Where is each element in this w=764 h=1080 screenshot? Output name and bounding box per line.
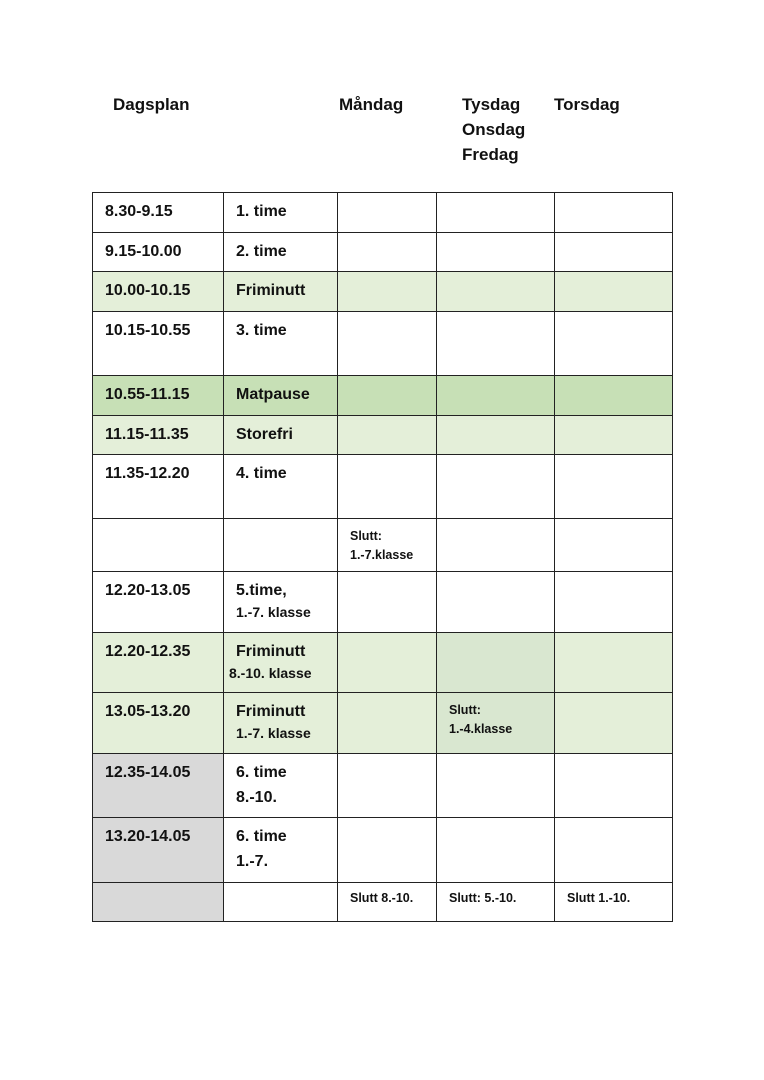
time-cell: 12.20-13.05 xyxy=(93,572,224,633)
tue-wed-fri-cell xyxy=(437,883,555,922)
end-note-label: Slutt: xyxy=(449,703,481,717)
period-cell: 6. time 8.-10. xyxy=(224,754,338,818)
time-cell: 8.30-9.15 xyxy=(93,193,224,233)
tue-wed-fri-cell xyxy=(437,754,555,818)
monday-cell xyxy=(338,416,437,455)
monday-cell xyxy=(338,519,437,572)
time-cell: 10.55-11.15 xyxy=(93,376,224,416)
tue-wed-fri-cell xyxy=(437,376,555,416)
tue-wed-fri-cell xyxy=(437,193,555,233)
period-cell: Friminutt 8.-10. klasse xyxy=(224,633,338,693)
time-cell xyxy=(93,519,224,572)
tue-wed-fri-cell xyxy=(437,519,555,572)
period-sub: 1.-7. klasse xyxy=(236,725,311,741)
thursday-cell xyxy=(555,312,673,376)
tue-wed-fri-cell xyxy=(437,572,555,633)
table-row xyxy=(93,572,673,633)
monday-cell xyxy=(338,883,437,922)
table-row xyxy=(93,818,673,883)
monday-cell xyxy=(338,233,437,272)
time-cell: 10.15-10.55 xyxy=(93,312,224,376)
period-cell: 3. time xyxy=(224,312,338,376)
period-cell: 2. time xyxy=(224,233,338,272)
monday-cell xyxy=(338,193,437,233)
monday-cell xyxy=(338,272,437,312)
period-cell: 4. time xyxy=(224,455,338,519)
period-sub: 1.-7. klasse xyxy=(236,604,311,620)
tue-wed-fri-cell xyxy=(437,693,555,754)
header-friday: Fredag xyxy=(462,145,519,164)
thursday-cell xyxy=(555,818,673,883)
table-row xyxy=(93,633,673,693)
table-row xyxy=(93,272,673,312)
end-note-classes: 1.-7.klasse xyxy=(350,548,414,562)
time-cell: 11.35-12.20 xyxy=(93,455,224,519)
table-row xyxy=(93,883,673,922)
monday-cell xyxy=(338,633,437,693)
thursday-cell xyxy=(555,455,673,519)
monday-cell xyxy=(338,376,437,416)
thursday-cell xyxy=(555,376,673,416)
tue-wed-fri-cell xyxy=(437,633,555,693)
period-cell: Matpause xyxy=(224,376,338,416)
tue-wed-fri-cell xyxy=(437,312,555,376)
time-cell: 12.35-14.05 xyxy=(93,754,224,818)
thursday-cell xyxy=(555,272,673,312)
period-cell: Friminutt xyxy=(224,272,338,312)
thursday-cell xyxy=(555,693,673,754)
thursday-cell xyxy=(555,519,673,572)
header-tuesday: Tysdag xyxy=(462,95,521,114)
end-note: Slutt: 5.-10. xyxy=(449,891,517,905)
end-note-label: Slutt: xyxy=(350,529,382,543)
table-row xyxy=(93,376,673,416)
monday-cell xyxy=(338,693,437,754)
monday-cell xyxy=(338,455,437,519)
period-sub: 1.-7. xyxy=(236,853,269,870)
period-cell xyxy=(224,883,338,922)
tue-wed-fri-cell xyxy=(437,272,555,312)
tue-wed-fri-cell xyxy=(437,818,555,883)
period-cell: 1. time xyxy=(224,193,338,233)
period-cell: 6. time 1.-7. xyxy=(224,818,338,883)
header-tue-wed-fri xyxy=(462,92,525,167)
time-cell: 9.15-10.00 xyxy=(93,233,224,272)
tue-wed-fri-cell xyxy=(437,455,555,519)
period-cell xyxy=(224,519,338,572)
table-row xyxy=(93,693,673,754)
end-note: Slutt 8.-10. xyxy=(350,891,414,905)
table-row xyxy=(93,312,673,376)
end-note-classes: 1.-4.klasse xyxy=(449,722,513,736)
monday-cell xyxy=(338,312,437,376)
thursday-cell xyxy=(555,233,673,272)
table-row xyxy=(93,416,673,455)
time-cell: 12.20-12.35 xyxy=(93,633,224,693)
tue-wed-fri-cell xyxy=(437,416,555,455)
tue-wed-fri-cell xyxy=(437,233,555,272)
table-row xyxy=(93,233,673,272)
period-cell: Friminutt 1.-7. klasse xyxy=(224,693,338,754)
monday-cell xyxy=(338,754,437,818)
time-cell: 13.20-14.05 xyxy=(93,818,224,883)
table-row xyxy=(93,455,673,519)
period-cell: 5.time, 1.-7. klasse xyxy=(224,572,338,633)
thursday-cell xyxy=(555,633,673,693)
schedule-table xyxy=(92,192,673,922)
time-cell: 11.15-11.35 xyxy=(93,416,224,455)
time-cell: 10.00-10.15 xyxy=(93,272,224,312)
header-thursday: Torsdag xyxy=(554,95,620,114)
monday-cell xyxy=(338,818,437,883)
time-cell: 13.05-13.20 xyxy=(93,693,224,754)
thursday-cell xyxy=(555,754,673,818)
time-cell xyxy=(93,883,224,922)
header-wednesday: Onsdag xyxy=(462,120,526,139)
thursday-cell xyxy=(555,416,673,455)
header-monday: Måndag xyxy=(339,95,404,114)
monday-cell xyxy=(338,572,437,633)
header-dagsplan: Dagsplan xyxy=(113,95,190,114)
end-note: Slutt 1.-10. xyxy=(567,891,631,905)
thursday-cell xyxy=(555,193,673,233)
period-sub: 8.-10. klasse xyxy=(229,665,312,681)
table-row xyxy=(93,754,673,818)
table-row xyxy=(93,193,673,233)
table-row xyxy=(93,519,673,572)
period-sub: 8.-10. xyxy=(236,789,277,806)
thursday-cell xyxy=(555,572,673,633)
thursday-cell xyxy=(555,883,673,922)
period-cell: Storefri xyxy=(224,416,338,455)
